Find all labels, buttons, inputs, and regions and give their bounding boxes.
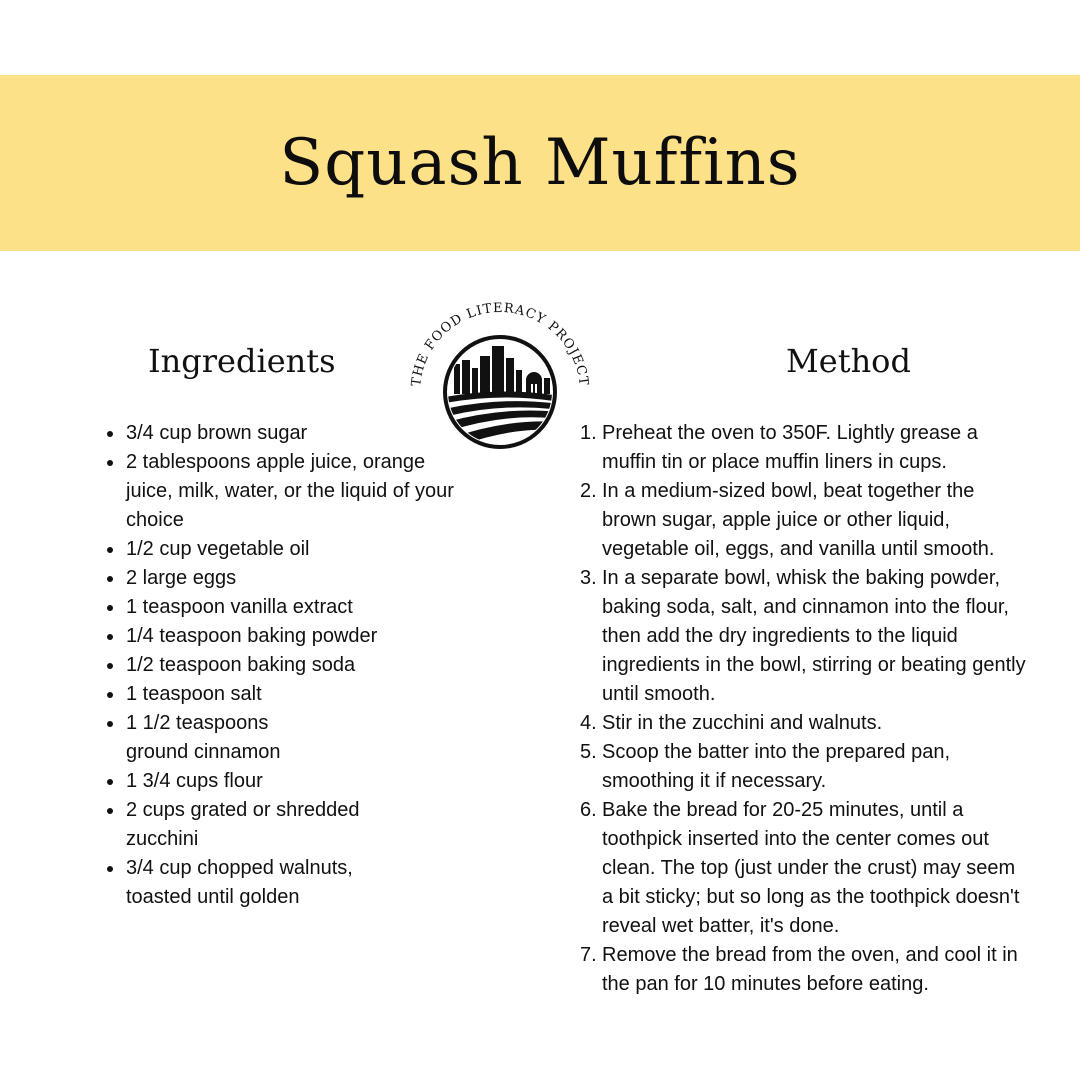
method-step bbox=[580, 941, 1028, 999]
ingredient-item: 1 1/2 teaspoons ground cinnamon bbox=[126, 709, 301, 767]
step-text: Bake the bread for 20-25 minutes, until a toothpick inserted into the center comes out clean. The top (just under the crust) may seem a bit sticky; but so long as the toothpick doesn't reveal wet batter, it's done. bbox=[602, 799, 1020, 937]
ingredient-item: 1/2 teaspoon baking soda bbox=[126, 651, 456, 680]
logo-text: THE FOOD LITERACY PROJECT bbox=[410, 300, 590, 388]
ingredient-item: 1/2 cup vegetable oil bbox=[126, 535, 456, 564]
method-step bbox=[580, 477, 1028, 564]
step-text: Scoop the batter into the prepared pan, smoothing it if necessary. bbox=[602, 741, 951, 792]
ingredient-item: 1 3/4 cups flour bbox=[126, 767, 456, 796]
method-step bbox=[580, 796, 1028, 941]
step-text: In a medium-sized bowl, beat together the brown sugar, apple juice or other liquid, vegetable oil, eggs, and vanilla until smooth. bbox=[602, 480, 995, 560]
ingredient-item: 3/4 cup chopped walnuts, toasted until golden bbox=[126, 854, 396, 912]
step-text: Remove the bread from the oven, and cool it in the pan for 10 minutes before eating. bbox=[602, 944, 1018, 995]
ingredient-item: 1 teaspoon vanilla extract bbox=[126, 593, 456, 622]
method-step bbox=[580, 738, 1028, 796]
method-heading: Method bbox=[786, 342, 911, 380]
step-number: 4. bbox=[580, 712, 597, 734]
method-list bbox=[580, 419, 1028, 999]
ingredient-item: 1/4 teaspoon baking powder bbox=[126, 622, 456, 651]
ingredient-item: 2 cups grated or shredded zucchini bbox=[126, 796, 396, 854]
step-number: 7. bbox=[580, 944, 597, 966]
ingredients-heading: Ingredients bbox=[148, 342, 336, 380]
ingredient-item: 2 tablespoons apple juice, orange juice, milk, water, or the liquid of your choice bbox=[126, 448, 456, 535]
title-banner bbox=[0, 75, 1080, 251]
step-text: Preheat the oven to 350F. Lightly grease a muffin tin or place muffin liners in cups. bbox=[602, 422, 978, 473]
page-title: Squash Muffins bbox=[279, 126, 801, 200]
ingredient-item: 2 large eggs bbox=[126, 564, 456, 593]
step-text: Stir in the zucchini and walnuts. bbox=[602, 712, 883, 734]
step-number: 6. bbox=[580, 799, 597, 821]
ingredients-list bbox=[106, 419, 456, 912]
step-number: 2. bbox=[580, 480, 597, 502]
step-number: 3. bbox=[580, 567, 597, 589]
step-number: 1. bbox=[580, 422, 597, 444]
method-step bbox=[580, 564, 1028, 709]
step-text: In a separate bowl, whisk the baking powder, baking soda, salt, and cinnamon into the flour, then add the dry ingredients to the liquid ingredients in the bowl, stirring or beating gently until smooth. bbox=[602, 567, 1026, 705]
ingredient-item: 1 teaspoon salt bbox=[126, 680, 456, 709]
farm-skyline-icon bbox=[440, 346, 560, 452]
method-step bbox=[580, 709, 1028, 738]
method-step bbox=[580, 419, 1028, 477]
ingredient-item: 3/4 cup brown sugar bbox=[126, 419, 456, 448]
step-number: 5. bbox=[580, 741, 597, 763]
